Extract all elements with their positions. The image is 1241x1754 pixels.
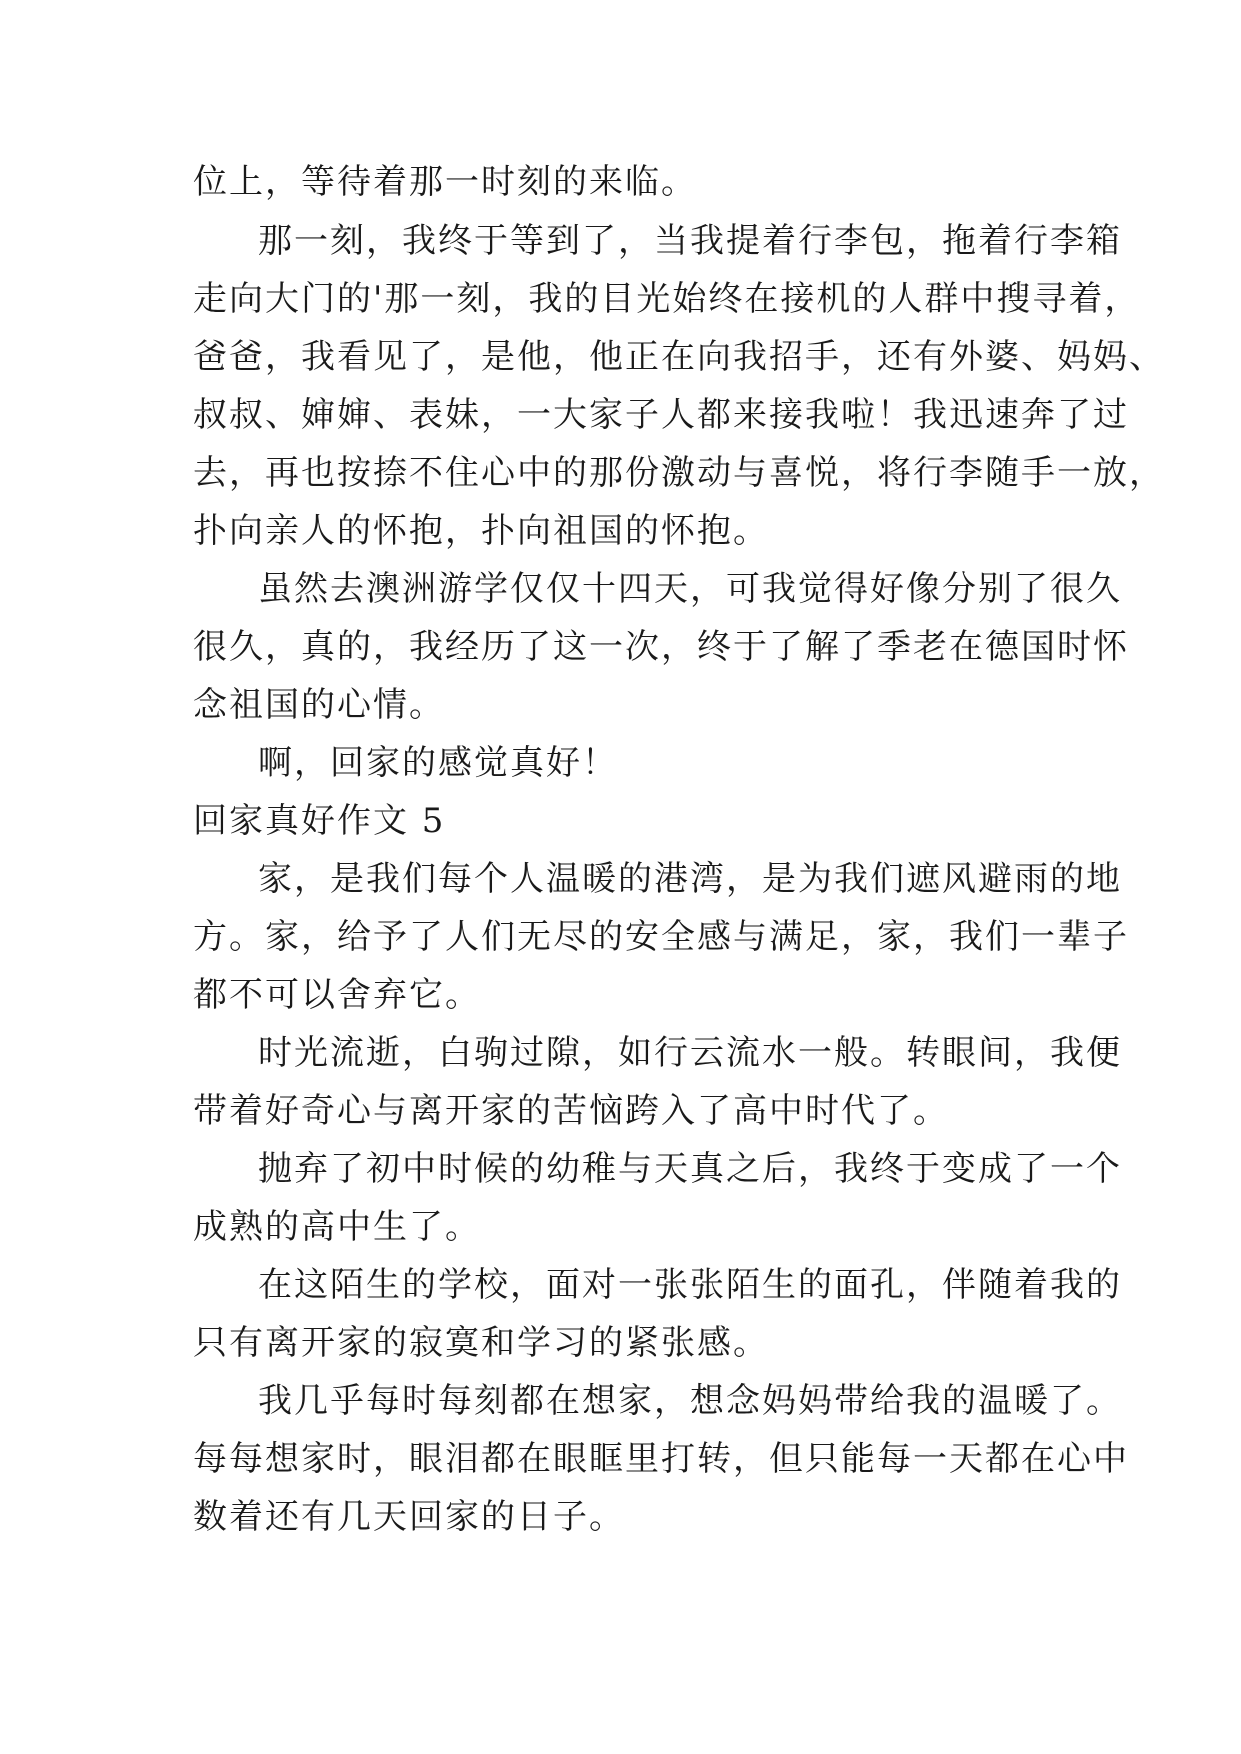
text-line: 都不可以舍弃它。 xyxy=(193,975,481,1015)
paragraph-start-line: 家，是我们每个人温暖的港湾，是为我们遮风避雨的地 xyxy=(258,859,1122,899)
paragraph-start-line: 在这陌生的学校，面对一张张陌生的面孔，伴随着我的 xyxy=(258,1265,1122,1305)
text-line: 走向大门的'那一刻，我的目光始终在接机的人群中搜寻着， xyxy=(193,279,1141,319)
paragraph-start-line: 时光流逝，白驹过隙，如行云流水一般。转眼间，我便 xyxy=(258,1033,1122,1073)
text-line: 位上，等待着那一时刻的来临。 xyxy=(193,162,697,202)
text-line: 叔叔、婶婶、表妹，一大家子人都来接我啦！我迅速奔了过 xyxy=(193,395,1129,435)
text-line: 每每想家时，眼泪都在眼眶里打转，但只能每一天都在心中 xyxy=(193,1439,1129,1479)
text-line: 只有离开家的寂寞和学习的紧张感。 xyxy=(193,1323,769,1363)
paragraph-start-line: 啊，回家的感觉真好！ xyxy=(258,743,618,783)
text-line: 数着还有几天回家的日子。 xyxy=(193,1497,625,1537)
paragraph-start-line: 虽然去澳洲游学仅仅十四天，可我觉得好像分别了很久 xyxy=(258,569,1122,609)
text-line: 很久，真的，我经历了这一次，终于了解了季老在德国时怀 xyxy=(193,627,1129,667)
text-line: 去，再也按捺不住心中的那份激动与喜悦，将行李随手一放， xyxy=(193,453,1165,493)
text-line: 成熟的高中生了。 xyxy=(193,1207,481,1247)
paragraph-start-line: 那一刻，我终于等到了，当我提着行李包，拖着行李箱 xyxy=(258,221,1122,261)
paragraph-start-line: 我几乎每时每刻都在想家，想念妈妈带给我的温暖了。 xyxy=(258,1381,1122,1421)
text-line: 念祖国的心情。 xyxy=(193,685,445,725)
paragraph-start-line: 抛弃了初中时候的幼稚与天真之后，我终于变成了一个 xyxy=(258,1149,1122,1189)
text-line: 扑向亲人的怀抱，扑向祖国的怀抱。 xyxy=(193,511,769,551)
text-line: 方。家，给予了人们无尽的安全感与满足，家，我们一辈子 xyxy=(193,917,1129,957)
section-heading: 回家真好作文 5 xyxy=(193,801,446,841)
text-line: 爸爸，我看见了，是他，他正在向我招手，还有外婆、妈妈、 xyxy=(193,337,1165,377)
text-line: 带着好奇心与离开家的苦恼跨入了高中时代了。 xyxy=(193,1091,949,1131)
